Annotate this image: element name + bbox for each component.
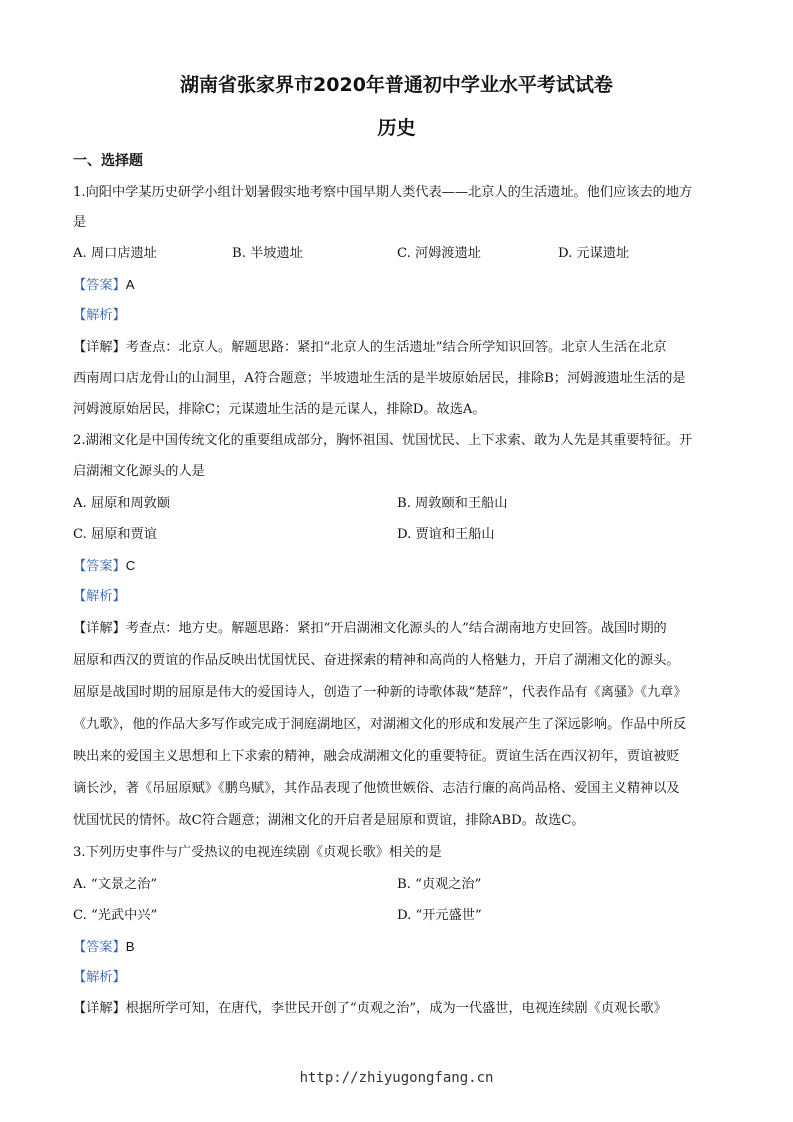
section-heading: 一、选择题 <box>73 153 143 169</box>
detail-tag: 【详解】 <box>73 1001 126 1016</box>
detail-text: 考查点：地方史。解题思路：紧扣“开启湖湘文化源头的人”结合湖南地方史回答。战国时期的 <box>125 621 667 636</box>
detail-text: 考查点：北京人。解题思路：紧扣“北京人的生活遗址”结合所学知识回答。北京人生活在北京 <box>125 340 667 355</box>
q3-option-a: A. “文景之治” <box>73 877 158 892</box>
q2-detail-line7: 忧国忧民的情怀。故C符合题意；湖湘文化的开启者是屈原和贾谊，排除ABD。故选C。 <box>73 813 585 828</box>
exam-title: 湖南省张家界市2020年普通初中学业水平考试试卷 <box>180 74 613 96</box>
q1-option-c: C. 河姆渡遗址 <box>397 246 481 261</box>
q2-option-a: A. 屈原和周敦颐 <box>73 496 171 511</box>
answer-tag: 【答案】 <box>73 940 126 955</box>
detail-tag: 【详解】 <box>73 621 126 636</box>
q2-analysis-tag: 【解析】 <box>73 589 126 604</box>
q2-detail-line4: 《九歌》，他的作品大多写作或完成于洞庭湖地区，对湖湘文化的形成和发展产生了深远影响。作品中所反 <box>73 717 687 732</box>
answer-tag: 【答案】 <box>73 278 126 293</box>
q2-detail-line6: 谪长沙，著《吊屈原赋》《鹏鸟赋》，其作品表现了他愤世嫉俗、志洁行廉的高尚品格、爱国主义精神以及 <box>73 781 680 796</box>
q1-stem-line2: 是 <box>73 215 87 230</box>
q3-option-b: B. “贞观之治” <box>397 877 482 892</box>
detail-tag: 【详解】 <box>73 340 126 355</box>
q1-answer <box>73 276 723 295</box>
q1-analysis-tag: 【解析】 <box>73 308 126 323</box>
q2-option-d: D. 贾谊和王船山 <box>397 527 495 542</box>
q2-option-c: C. 屈原和贾谊 <box>73 527 157 542</box>
q2-answer <box>73 557 723 576</box>
q1-detail-line3: 河姆渡原始居民，排除C；元谋遗址生活的是元谋人，排除D。故选A。 <box>73 402 486 417</box>
q1-option-d: D. 元谋遗址 <box>558 246 630 261</box>
q3-analysis-tag: 【解析】 <box>73 970 126 985</box>
q2-stem-line1: 2.湖湘文化是中国传统文化的重要组成部分，胸怀祖国、忧国忧民、上下求索、敢为人先是其重要特征。开 <box>73 433 693 448</box>
q2-option-b: B. 周敦颐和王船山 <box>397 496 508 511</box>
exam-subject: 历史 <box>377 117 416 139</box>
q1-stem-line1: 1.向阳中学某历史研学小组计划暑假实地考察中国早期人类代表——北京人的生活遗址。他们应该去的地方 <box>73 185 693 200</box>
q3-option-d: D. “开元盛世” <box>397 908 482 923</box>
detail-text: 根据所学可知，在唐代，李世民开创了“贞观之治”，成为一代盛世，电视连续剧《贞观长歌》 <box>125 1001 667 1016</box>
q1-option-a: A. 周口店遗址 <box>73 246 157 261</box>
q3-detail-line1 <box>73 1000 723 1018</box>
q2-detail-line1 <box>73 620 723 638</box>
footer-url[interactable]: http://zhiyugongfang.cn <box>299 1070 494 1086</box>
q1-option-b: B. 半坡遗址 <box>232 246 303 261</box>
answer-value: A <box>125 277 135 292</box>
q2-detail-line3: 屈原是战国时期的屈原是伟大的爱国诗人，创造了一种新的诗歌体裁“楚辞”，代表作品有《离骚》《九章》 <box>73 685 687 700</box>
q1-detail-line1 <box>73 339 723 357</box>
q2-detail-line5: 映出来的爱国主义思想和上下求索的精神，融会成湖湘文化的重要特征。贾谊生活在西汉初年，贾谊被贬 <box>73 749 680 764</box>
answer-tag: 【答案】 <box>73 559 126 574</box>
q3-option-c: C. “光武中兴” <box>73 908 158 923</box>
answer-value: B <box>125 939 135 954</box>
q2-detail-line2: 屈原和西汉的贾谊的作品反映出忧国忧民、奋进探索的精神和高尚的人格魅力，开启了湖湘文化的源头。 <box>73 653 680 668</box>
q1-detail-line2: 西南周口店龙骨山的山洞里，A符合题意；半坡遗址生活的是半坡原始居民，排除B；河姆渡遗址生活的是 <box>73 371 686 386</box>
q3-answer <box>73 938 723 957</box>
q2-stem-line2: 启湖湘文化源头的人是 <box>73 464 205 479</box>
answer-value: C <box>125 558 136 573</box>
q3-stem-line1: 3.下列历史事件与广受热议的电视连续剧《贞观长歌》相关的是 <box>73 845 442 860</box>
